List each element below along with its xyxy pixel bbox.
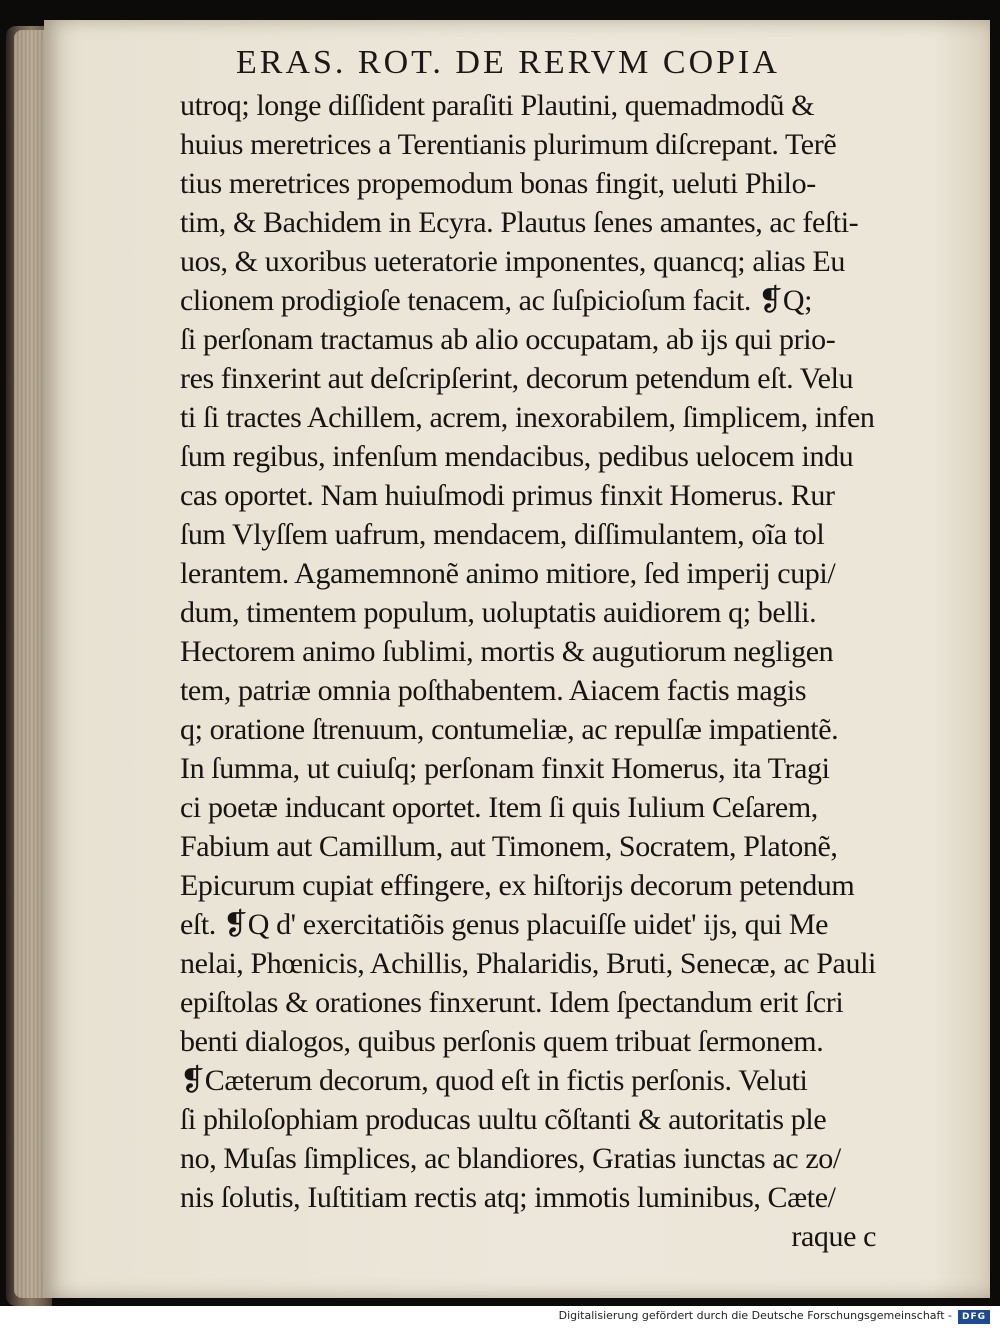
funding-note: Digitalisierung gefördert durch die Deutsche Forschungsgemeinschaft - [558, 1309, 952, 1322]
text-line: q; oratione ſtrenuum, contumeliæ, ac repulſæ impatientẽ. [180, 713, 839, 746]
text-line: tius meretrices propemodum bonas fingit, ueluti Philo- [180, 167, 816, 200]
footer-bar [0, 1306, 1000, 1328]
catchword: raque c [791, 1220, 876, 1253]
page-text-block [180, 86, 900, 1256]
text-line: tim, & Bachidem in Ecyra. Plautus ſenes amantes, ac feſti- [180, 206, 859, 239]
text-line: uos, & uxoribus ueteratorie imponentes, quancq; alias Eu [180, 245, 845, 278]
text-line: lerantem. Agamemnonẽ animo mitiore, ſed imperij cupi/ [180, 557, 836, 590]
text-line: clionem prodigioſe tenacem, ac ſuſpicioſum facit. ❡Q; [180, 284, 813, 317]
text-line: dum, timentem populum, uoluptatis auidiorem q; belli. [180, 596, 817, 629]
dfg-logo: DFG [958, 1310, 990, 1324]
text-line: huius meretrices a Terentianis plurimum diſcrepant. Terẽ [180, 128, 837, 161]
text-line: ſum regibus, infenſum mendacibus, pedibus uelocem indu [180, 440, 854, 473]
text-line: Epicurum cupiat effingere, ex hiſtorijs decorum petendum [180, 869, 855, 902]
text-line: Hectorem animo ſublimi, mortis & augutiorum negligen [180, 635, 834, 668]
text-line: ſi philoſophiam producas uultu cõſtanti & autoritatis ple [180, 1103, 827, 1136]
text-line: epiſtolas & orationes finxerunt. Idem ſpectandum erit ſcri [180, 986, 844, 1019]
text-line: Fabium aut Camillum, aut Timonem, Socratem, Platonẽ, [180, 830, 838, 863]
text-line: nis ſolutis, Iuſtitiam rectis atq; immotis luminibus, Cæte/ [180, 1181, 836, 1214]
running-header: ERAS. ROT. DE RERVM COPIA [236, 44, 780, 81]
text-line: In ſumma, ut cuiuſq; perſonam finxit Homerus, ita Tragi [180, 752, 830, 785]
text-line: nelai, Phœnicis, Achillis, Phalaridis, Bruti, Senecæ, ac Pauli [180, 947, 876, 980]
text-line: cas oportet. Nam huiuſmodi primus finxit Homerus. Rur [180, 479, 835, 512]
text-line: res finxerint aut deſcripſerint, decorum petendum eſt. Velu [180, 362, 854, 395]
text-line: ci poetæ inducant oportet. Item ſi quis Iulium Ceſarem, [180, 791, 818, 824]
text-line: no, Muſas ſimplices, ac blandiores, Gratias iunctas ac zo/ [180, 1142, 841, 1175]
text-line: eſt. ❡Q d' exercitatiõis genus placuiſſe uidet' ijs, qui Me [180, 908, 829, 941]
text-line: benti dialogos, quibus perſonis quem tribuat ſermonem. [180, 1025, 824, 1058]
text-line: ti ſi tractes Achillem, acrem, inexorabilem, ſimplicem, infen [180, 401, 875, 434]
text-line: utroq; longe diſſident paraſiti Plautini, quemadmodũ & [180, 89, 815, 122]
text-line: ſi perſonam tractamus ab alio occupatam, ab ijs qui prio- [180, 323, 836, 356]
text-line: tem, patriæ omnia poſthabentem. Aiacem factis magis [180, 674, 807, 707]
text-line: ❡Cæterum decorum, quod eſt in fictis perſonis. Veluti [180, 1064, 808, 1097]
text-line: ſum Vlyſſem uafrum, mendacem, diſſimulantem, oĩa tol [180, 518, 825, 551]
